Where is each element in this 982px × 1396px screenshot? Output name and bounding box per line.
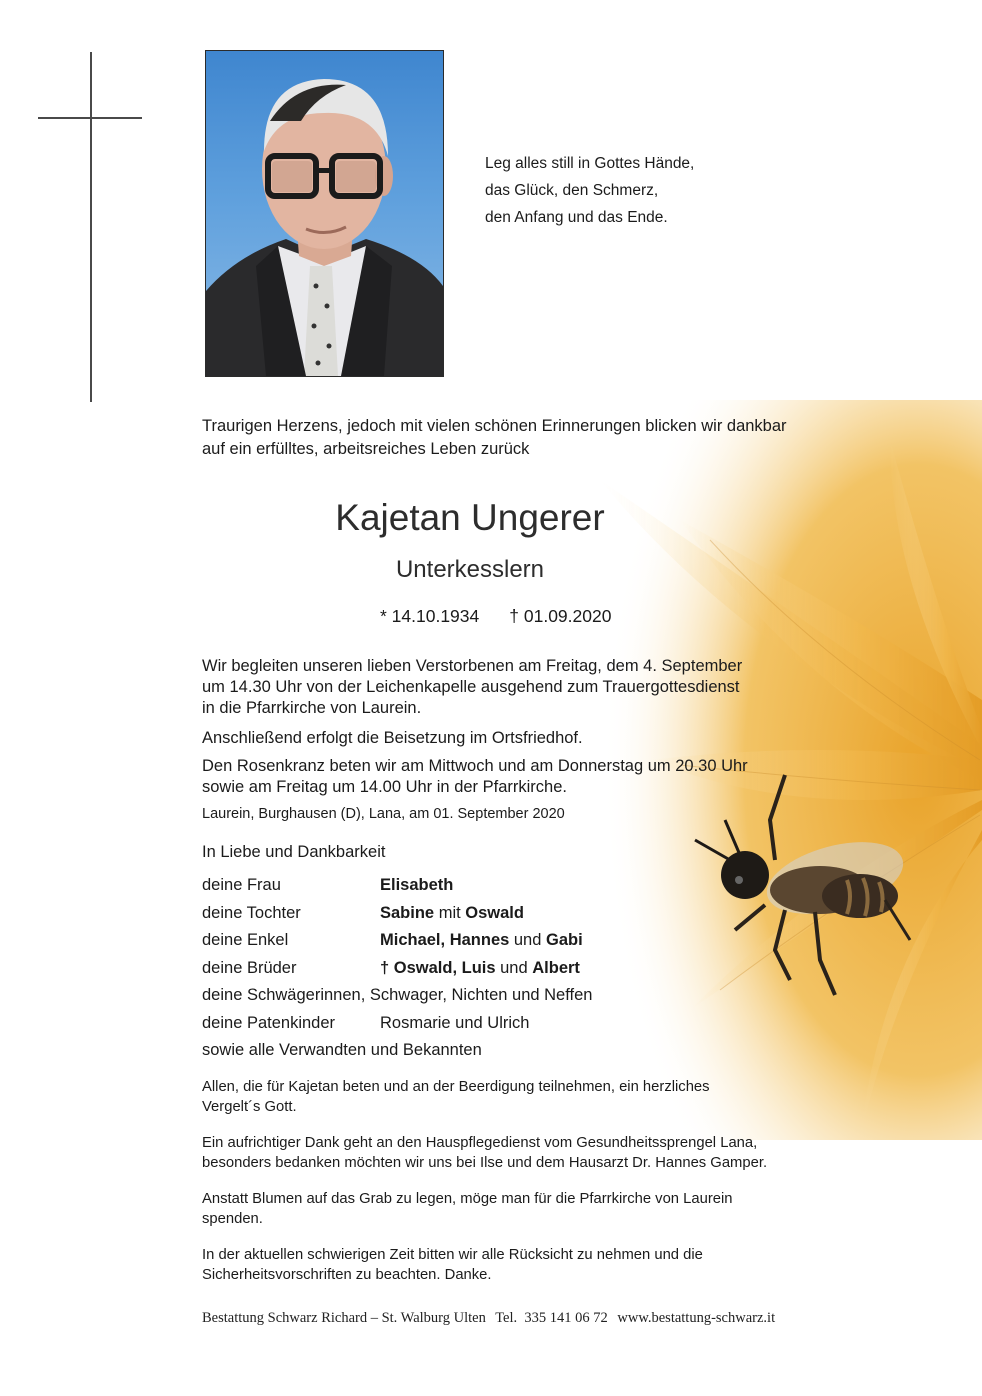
intro-line: Traurigen Herzens, jedoch mit vielen schönen Erinnerungen blicken wir dankbar (202, 417, 787, 435)
footer (202, 1310, 781, 1327)
family-name: Elisabeth (380, 876, 454, 894)
portrait-photo (205, 50, 444, 377)
poem-line: das Glück, den Schmerz, (485, 182, 659, 199)
family-name: † Oswald, Luis (380, 958, 496, 977)
thanks-line: Anstatt Blumen auf das Grab zu legen, möge man für die Pfarrkirche von Laurein (202, 1191, 733, 1207)
family-list (202, 876, 592, 1069)
family-name: Gabi (546, 931, 583, 949)
family-name: Rosmarie und Ulrich (380, 1013, 530, 1032)
poem-line: Leg alles still in Gottes Hände, (485, 155, 695, 172)
burial-line: Anschließend erfolgt die Beisetzung im Ortsfriedhof. (202, 729, 583, 747)
conjunction: mit (434, 903, 466, 922)
flowers-note (202, 1189, 733, 1229)
thanks-line: spenden. (202, 1211, 263, 1227)
conjunction: und (509, 931, 546, 949)
birth-date: * 14.10.1934 (380, 606, 480, 626)
funeral-line: Wir begleiten unseren lieben Verstorbenen am Freitag, dem 4. September (202, 657, 743, 675)
family-row-relatives (202, 1041, 592, 1069)
relation-label: deine Tochter (202, 903, 301, 922)
relation-label: deine Frau (202, 876, 281, 894)
thanks-line: Allen, die für Kajetan beten und an der Beerdigung teilnehmen, ein herzliches (202, 1079, 710, 1095)
life-dates (380, 606, 611, 627)
death-date: † 01.09.2020 (509, 606, 612, 626)
cross-icon-bar (38, 117, 142, 119)
rosary-paragraph (202, 756, 748, 798)
relation-label: deine Patenkinder (202, 1013, 336, 1032)
relation-label: deine Enkel (202, 931, 289, 949)
deceased-name: Kajetan Ungerer (335, 497, 605, 538)
rosary-line: Den Rosenkranz beten wir am Mittwoch und am Donnerstag um 20.30 Uhr (202, 757, 748, 775)
thanks-line: besonders bedanken möchten wir uns bei Ilse und dem Hausarzt Dr. Hannes Gamper. (202, 1155, 768, 1171)
thanks-line: Vergelt´s Gott. (202, 1099, 297, 1115)
family-name: Oswald (465, 903, 524, 922)
family-name: Sabine (380, 903, 435, 922)
thanks-line: In der aktuellen schwierigen Zeit bitten wir alle Rücksicht zu nehmen und die (202, 1247, 703, 1263)
thanks-care (202, 1133, 767, 1173)
family-name: Albert (532, 958, 580, 977)
intro-line: auf ein erfülltes, arbeitsreiches Leben zurück (202, 440, 530, 458)
thanks-prayer (202, 1077, 710, 1117)
poem (485, 150, 694, 231)
funeral-paragraph (202, 656, 742, 719)
footer-website: www.bestattung-schwarz.it (617, 1310, 776, 1326)
family-row-godchildren (202, 1014, 592, 1042)
family-row-grandchildren (202, 931, 592, 959)
family-row-daughter (202, 904, 592, 932)
relation-label: deine Brüder (202, 958, 297, 977)
relation-label: deine Schwägerinnen, Schwager, Nichten und Neffen (202, 986, 593, 1004)
cross-icon (90, 52, 92, 402)
funeral-line: um 14.30 Uhr von der Leichenkapelle ausgehend zum Trauergottesdienst (202, 678, 740, 696)
funeral-line: in die Pfarrkirche von Laurein. (202, 699, 422, 717)
relation-label: sowie alle Verwandten und Bekannten (202, 1041, 482, 1059)
thanks-line: Ein aufrichtiger Dank geht an den Hauspflegedienst vom Gesundheitssprengel Lana, (202, 1135, 758, 1151)
deceased-farm-name: Unterkesslern (395, 556, 545, 583)
footer-company: Bestattung Schwarz Richard – St. Walburg Ulten (202, 1310, 486, 1326)
family-row-wife (202, 876, 592, 904)
poem-line: den Anfang und das Ende. (485, 209, 668, 226)
burial-paragraph (202, 728, 583, 749)
conjunction: und (495, 958, 533, 977)
place-date: Laurein, Burghausen (D), Lana, am 01. September 2020 (202, 806, 565, 822)
rosary-line: sowie am Freitag um 14.00 Uhr in der Pfarrkirche. (202, 778, 567, 796)
footer-phone: Tel. 335 141 06 72 (495, 1310, 608, 1326)
family-name: Michael, Hannes (380, 931, 510, 949)
family-row-brothers (202, 959, 592, 987)
family-heading: In Liebe und Dankbarkeit (202, 843, 386, 861)
intro-text (202, 415, 787, 461)
family-row-inlaws (202, 986, 592, 1014)
thanks-line: Sicherheitsvorschriften zu beachten. Danke. (202, 1267, 492, 1283)
covid-note (202, 1245, 703, 1285)
